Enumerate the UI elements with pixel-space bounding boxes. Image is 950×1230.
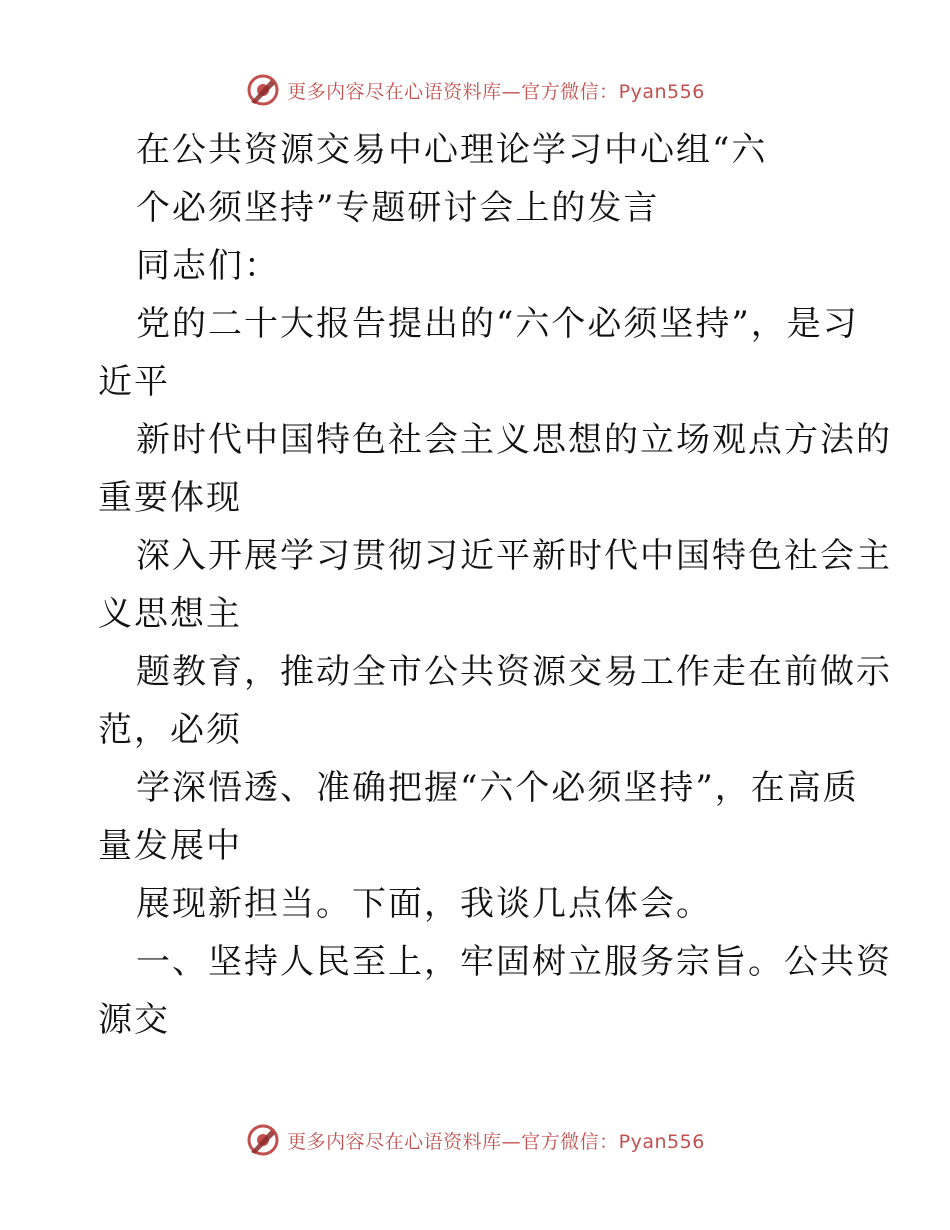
text-line: 近平 — [98, 362, 170, 402]
text-line: 量发展中 — [98, 826, 242, 866]
text-line: 党的二十大报告提出的“六个必须坚持”，是习 — [136, 304, 859, 344]
text-line: 一、坚持人民至上，牢固树立服务宗旨。公共资 — [136, 942, 892, 982]
document-body — [98, 121, 892, 1049]
pen-logo-icon — [245, 72, 281, 108]
text-line: 在公共资源交易中心理论学习中心组“六 — [136, 130, 768, 170]
footer-banner — [0, 1120, 950, 1160]
text-line: 同志们： — [136, 246, 280, 286]
text-line: 题教育，推动全市公共资源交易工作走在前做示 — [136, 652, 892, 692]
pen-logo-icon — [245, 1122, 281, 1158]
text-line: 义思想主 — [98, 594, 242, 634]
text-line: 范，必须 — [98, 710, 242, 750]
text-line: 展现新担当。下面，我谈几点体会。 — [136, 884, 712, 924]
text-line: 深入开展学习贯彻习近平新时代中国特色社会主 — [136, 536, 892, 576]
footer-banner-text: 更多内容尽在心语资料库—官方微信：Pyan556 — [287, 1130, 705, 1153]
text-line: 学深悟透、准确把握“六个必须坚持”，在高质 — [136, 768, 859, 808]
header-banner — [0, 70, 950, 110]
text-line: 重要体现 — [98, 478, 242, 518]
text-line: 新时代中国特色社会主义思想的立场观点方法的 — [136, 420, 892, 460]
text-line: 源交 — [98, 1000, 170, 1040]
header-banner-text: 更多内容尽在心语资料库—官方微信：Pyan556 — [287, 80, 705, 103]
text-line: 个必须坚持”专题研讨会上的发言 — [136, 188, 660, 228]
